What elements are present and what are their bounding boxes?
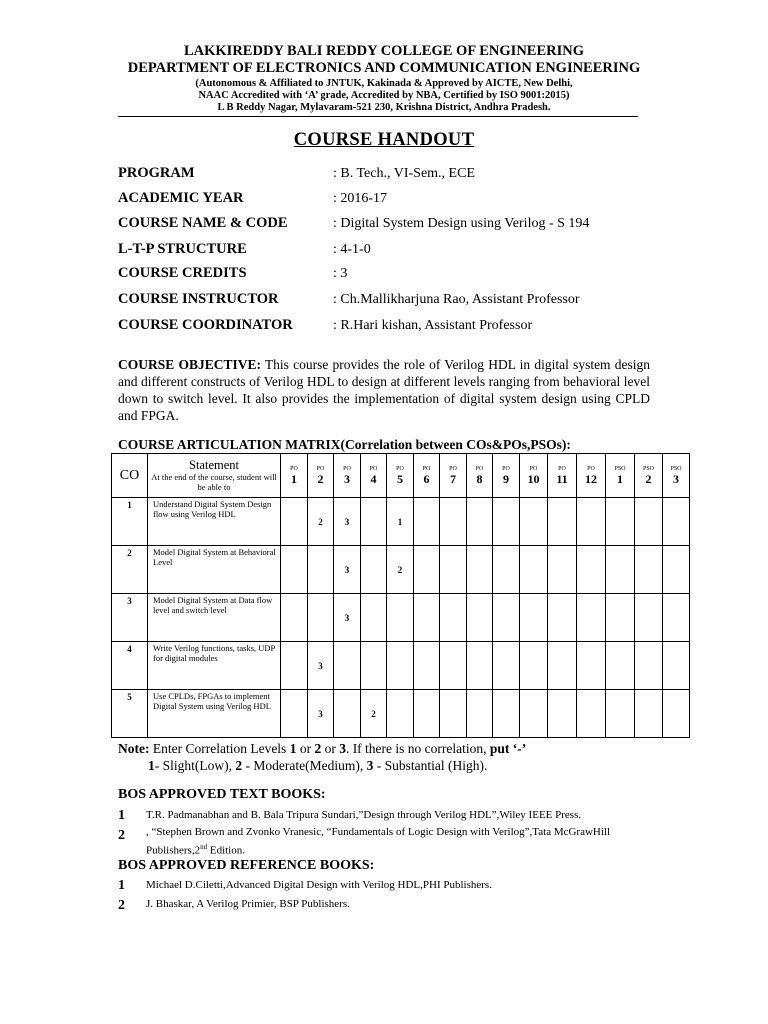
- note-level: 3: [339, 741, 346, 756]
- course-objective: [118, 356, 650, 424]
- note-level: 1: [289, 741, 297, 756]
- correlation-cell: [606, 498, 635, 546]
- correlation-cell: [548, 594, 577, 642]
- statement-header-sub: At the end of the course, student will be able to: [151, 472, 277, 492]
- outcome-number: 9: [503, 471, 509, 486]
- textbook-entry: [146, 825, 656, 859]
- correlation-cell: [467, 498, 493, 546]
- outcome-number: 4: [370, 471, 377, 486]
- correlation-cell: [635, 642, 663, 690]
- outcome-column-header: [361, 454, 387, 498]
- outcome-type: PO: [422, 465, 431, 472]
- outcome-number: 11: [556, 471, 568, 486]
- outcome-number: 6: [423, 471, 430, 486]
- correlation-cell: 3: [334, 498, 361, 546]
- textbook-edition-suffix: nd: [200, 843, 208, 851]
- info-label-instructor: COURSE INSTRUCTOR: [118, 291, 279, 307]
- correlation-cell: [361, 642, 387, 690]
- correlation-cell: 2: [387, 546, 414, 594]
- outcome-number: 10: [527, 471, 540, 486]
- correlation-cell: 3: [334, 594, 361, 642]
- department-name: DEPARTMENT OF ELECTRONICS AND COMMUNICATION ENGINEERING: [127, 60, 641, 76]
- correlation-cell: [548, 642, 577, 690]
- correlation-cell: [467, 690, 493, 738]
- correlation-cell: [520, 498, 548, 546]
- note-text: Enter Correlation Levels: [149, 741, 290, 756]
- outcome-number: 3: [344, 471, 350, 486]
- reference-number: 2: [118, 898, 125, 913]
- correlation-cell: [635, 594, 663, 642]
- affiliation-line: (Autonomous & Affiliated to JNTUK, Kakinada & Approved by AICTE, New Delhi,: [195, 78, 573, 89]
- outcome-column-header: [577, 454, 606, 498]
- note-text: or: [321, 741, 340, 756]
- college-name: LAKKIREDDY BALI REDDY COLLEGE OF ENGINEERING: [183, 43, 585, 59]
- outcome-number: 1: [617, 471, 623, 486]
- correlation-cell: [387, 642, 414, 690]
- outcome-number: 7: [450, 471, 456, 486]
- outcome-column-header: [414, 454, 440, 498]
- co-statement: Use CPLDs, FPGAs to implement Digital System using Verilog HDL: [148, 690, 281, 738]
- note-level: 2: [314, 741, 322, 756]
- outcome-number: 8: [476, 471, 483, 486]
- outcome-column-header: [387, 454, 414, 498]
- correlation-cell: [308, 594, 334, 642]
- correlation-cell: [440, 594, 467, 642]
- outcome-type: PO: [587, 465, 595, 472]
- correlation-cell: [414, 690, 440, 738]
- correlation-cell: [281, 690, 308, 738]
- correlation-cell: 1: [387, 498, 414, 546]
- info-label-coordinator: COURSE COORDINATOR: [118, 317, 293, 333]
- page-title: COURSE HANDOUT: [293, 130, 475, 150]
- correlation-cell: [361, 546, 387, 594]
- correlation-cell: [493, 594, 520, 642]
- address-line: L B Reddy Nagar, Mylavaram-521 230, Krishna District, Andhra Pradesh.: [217, 102, 551, 113]
- correlation-cell: [635, 546, 663, 594]
- correlation-cell: [548, 498, 577, 546]
- correlation-cell: [440, 690, 467, 738]
- table-row: [112, 690, 690, 738]
- outcome-number: 1: [291, 471, 297, 486]
- correlation-cell: [334, 642, 361, 690]
- statement-header-title: Statement: [189, 458, 239, 472]
- outcome-number: 5: [397, 471, 403, 486]
- note-line-2: [148, 758, 487, 774]
- correlation-cell: [387, 594, 414, 642]
- outcome-type: PO: [449, 465, 457, 472]
- co-statement: Model Digital System at Behavioral Level: [148, 546, 281, 594]
- outcome-column-header: [520, 454, 548, 498]
- correlation-cell: [467, 594, 493, 642]
- correlation-cell: [414, 594, 440, 642]
- articulation-matrix: [111, 453, 690, 738]
- outcome-column-header: [635, 454, 663, 498]
- statement-header: [148, 454, 281, 498]
- textbooks-heading: BOS APPROVED TEXT BOOKS:: [118, 787, 326, 802]
- outcome-type: PO: [396, 465, 404, 472]
- correlation-cell: 2: [308, 498, 334, 546]
- outcome-number: 3: [673, 471, 679, 486]
- correlation-cell: [577, 642, 606, 690]
- note-text: - Substantial (High).: [373, 758, 488, 773]
- textbook-number: 1: [118, 808, 125, 823]
- correlation-cell: [467, 642, 493, 690]
- correlation-cell: [520, 594, 548, 642]
- table-row: [112, 498, 690, 546]
- correlation-cell: [493, 690, 520, 738]
- correlation-cell: 2: [361, 690, 387, 738]
- outcome-number: 2: [645, 471, 652, 486]
- outcome-type: PO: [369, 465, 378, 472]
- header-divider: [118, 116, 638, 117]
- correlation-cell: [606, 642, 635, 690]
- accreditation-line: NAAC Accredited with ‘A’ grade, Accredited by NBA, Certified by ISO 9001:2015): [198, 90, 570, 101]
- outcome-column-header: [493, 454, 520, 498]
- co-header: CO: [112, 454, 148, 498]
- info-label-academic-year: ACADEMIC YEAR: [118, 190, 244, 206]
- correlation-cell: [663, 642, 690, 690]
- correlation-cell: [548, 546, 577, 594]
- note-put-dash: put ‘-’: [489, 741, 527, 756]
- textbook-text: Edition.: [207, 844, 245, 857]
- correlation-cell: [577, 594, 606, 642]
- reference-entry: J. Bhaskar, A Verilog Primier, BSP Publishers.: [146, 898, 350, 910]
- correlation-cell: [577, 498, 606, 546]
- outcome-type: PSO: [670, 465, 682, 472]
- outcome-column-header: [440, 454, 467, 498]
- outcome-type: PSO: [614, 465, 626, 472]
- note-label: Note:: [118, 741, 150, 756]
- co-number: 4: [112, 642, 148, 690]
- reference-number: 1: [118, 878, 125, 893]
- note-level: 2: [235, 758, 243, 773]
- textbook-number: 2: [118, 828, 125, 843]
- correlation-cell: [606, 546, 635, 594]
- correlation-cell: [663, 498, 690, 546]
- table-row: [112, 594, 690, 642]
- correlation-cell: 3: [308, 690, 334, 738]
- correlation-cell: [334, 690, 361, 738]
- correlation-cell: [520, 546, 548, 594]
- outcome-column-header: [663, 454, 690, 498]
- info-label-ltp: L-T-P STRUCTURE: [118, 241, 247, 257]
- correlation-cell: [577, 690, 606, 738]
- correlation-cell: [577, 546, 606, 594]
- outcome-type: PO: [502, 465, 510, 472]
- outcome-column-header: [308, 454, 334, 498]
- correlation-cell: [387, 690, 414, 738]
- note-text: - Slight(Low),: [154, 758, 236, 773]
- correlation-cell: [635, 690, 663, 738]
- note-level: 1: [148, 758, 155, 773]
- textbook-text: , “Stephen Brown and Zvonko Vranesic, “Fundamentals of Logic Design with Verilog”,Tata McGrawHill Publishers,2: [146, 826, 611, 857]
- outcome-type: PO: [558, 465, 566, 472]
- objective-label: COURSE OBJECTIVE:: [118, 357, 261, 372]
- correlation-cell: [414, 546, 440, 594]
- info-value-ltp: : 4-1-0: [333, 242, 371, 257]
- correlation-cell: [493, 498, 520, 546]
- table-row: [112, 546, 690, 594]
- textbook-entry: T.R. Padmanabhan and B. Bala Tripura Sundari,”Design through Verilog HDL”,Wiley IEEE Press.: [146, 809, 582, 821]
- outcome-column-header: [467, 454, 493, 498]
- co-number: 2: [112, 546, 148, 594]
- outcome-column-header: [606, 454, 635, 498]
- outcome-column-header: [548, 454, 577, 498]
- outcome-type: PO: [290, 465, 298, 472]
- correlation-cell: [663, 546, 690, 594]
- correlation-cell: 3: [308, 642, 334, 690]
- outcome-type: PO: [343, 465, 351, 472]
- reference-entry: Michael D.Ciletti,Advanced Digital Design with Verilog HDL,PHI Publishers.: [146, 879, 492, 891]
- correlation-cell: [414, 498, 440, 546]
- correlation-cell: [414, 642, 440, 690]
- objective-text: This course provides the role of Verilog HDL in digital system design and different constructs of Verilog HDL to design at different levels ranging from behavioral level down to switch level. It also provides the implementation of digital system design using CPLD and FPGA.: [118, 357, 650, 423]
- correlation-cell: [281, 498, 308, 546]
- correlation-cell: [361, 594, 387, 642]
- correlation-cell: [281, 642, 308, 690]
- info-value-credits: : 3: [333, 266, 348, 281]
- outcome-type: PO: [316, 465, 325, 472]
- correlation-cell: [440, 546, 467, 594]
- correlation-cell: [520, 690, 548, 738]
- outcome-column-header: [334, 454, 361, 498]
- outcome-type: PSO: [642, 465, 654, 472]
- info-value-coordinator: : R.Hari kishan, Assistant Professor: [333, 318, 533, 333]
- correlation-cell: 3: [334, 546, 361, 594]
- table-row: [112, 642, 690, 690]
- correlation-cell: [308, 546, 334, 594]
- co-number: 3: [112, 594, 148, 642]
- info-value-instructor: : Ch.Mallikharjuna Rao, Assistant Professor: [333, 292, 580, 307]
- info-label-credits: COURSE CREDITS: [118, 265, 247, 281]
- co-statement: Write Verilog functions, tasks, UDP for digital modules: [148, 642, 281, 690]
- co-number: 1: [112, 498, 148, 546]
- correlation-cell: [440, 642, 467, 690]
- correlation-cell: [663, 594, 690, 642]
- info-label-course-name: COURSE NAME & CODE: [118, 215, 288, 231]
- outcome-column-header: [281, 454, 308, 498]
- correlation-cell: [663, 690, 690, 738]
- references-heading: BOS APPROVED REFERENCE BOOKS:: [118, 858, 375, 873]
- correlation-cell: [548, 690, 577, 738]
- note-line-1: [118, 741, 526, 757]
- correlation-cell: [440, 498, 467, 546]
- info-value-course-name: : Digital System Design using Verilog - S 194: [333, 216, 590, 231]
- correlation-cell: [606, 690, 635, 738]
- correlation-cell: [281, 546, 308, 594]
- correlation-cell: [281, 594, 308, 642]
- note-text: . If there is no correlation,: [345, 741, 490, 756]
- correlation-cell: [493, 642, 520, 690]
- note-level: 3: [366, 758, 374, 773]
- co-number: 5: [112, 690, 148, 738]
- info-value-program: : B. Tech., VI-Sem., ECE: [333, 166, 475, 181]
- outcome-number: 2: [317, 471, 324, 486]
- outcome-type: PO: [529, 465, 538, 472]
- correlation-cell: [467, 546, 493, 594]
- correlation-cell: [635, 498, 663, 546]
- co-statement: Model Digital System at Data flow level and switch level: [148, 594, 281, 642]
- correlation-cell: [520, 642, 548, 690]
- info-label-program: PROGRAM: [118, 165, 195, 181]
- info-value-academic-year: : 2016-17: [333, 191, 388, 206]
- outcome-type: PO: [475, 465, 484, 472]
- co-statement: Understand Digital System Design flow using Verilog HDL: [148, 498, 281, 546]
- note-text: - Moderate(Medium),: [242, 758, 367, 773]
- note-text: or: [296, 741, 315, 756]
- correlation-cell: [493, 546, 520, 594]
- matrix-title: COURSE ARTICULATION MATRIX(Correlation between COs&POs,PSOs):: [118, 437, 571, 452]
- outcome-number: 12: [585, 471, 597, 486]
- correlation-cell: [606, 594, 635, 642]
- correlation-cell: [361, 498, 387, 546]
